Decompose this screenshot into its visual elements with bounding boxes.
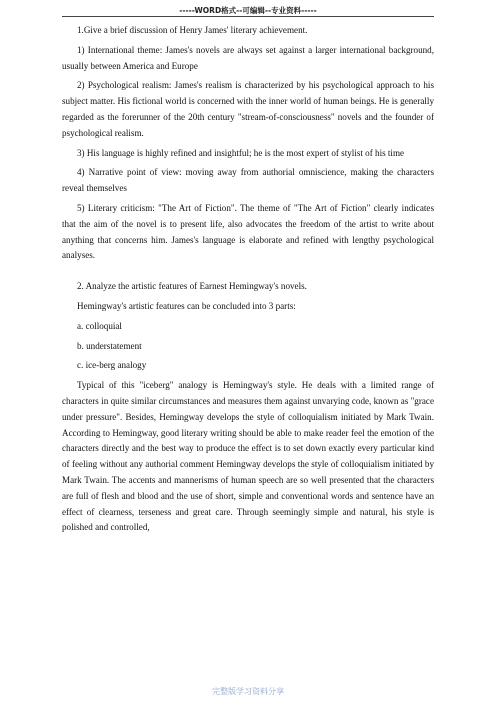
document-body xyxy=(62,23,434,540)
point-language: 3) His language is highly refined and insightful; he is the most expert of stylist of his time xyxy=(77,147,405,158)
point-narrative-view: 4) Narrative point of view: moving away from authorial omniscience, making the characters reveal themselves xyxy=(62,167,434,194)
point-literary-criticism: 5) Literary criticism: "The Art of Fiction". The theme of "The Art of Fiction" clearly indicates that the aim of the novel is to present life, also advocates the freedom of the artist to write about anything that concerns him. James's language is elaborate and refined with lengthy psychological analyses. xyxy=(62,202,434,261)
feature-colloquial: a. colloquial xyxy=(77,320,122,331)
iceberg-discussion: Typical of this "iceberg" analogy is Hemingway's style. He deals with a limited range of characters in quite similar circumstances and measures them against unvarying code, known as "grace under pressure". Besides, Hemingway develops the style of colloquialism initiated by Mark Twain. According to Hemingway, good literary writing should be able to make reader feel the emotion of the characters directly and the best way to produce the effect is to set down exactly every particular kind of feeling without any authorial comment Hemingway develops the style of colloquialism initiated by Mark Twain. The accents and mannerisms of human speech are so well presented that the characters are full of flesh and blood and the use of short, simple and conventional words and sentence have an effect of clearness, terseness and great care. Through seemingly simple and natural, his style is polished and controlled, xyxy=(62,380,434,533)
question-2-heading: 2. Analyze the artistic features of Earnest Hemingway's novels. xyxy=(77,281,307,292)
point-psychological-realism: 2) Psychological realism: James's realism is characterized by his psychological approach to his subject matter. His fictional world is concerned with the inner world of human beings. He is generally regarded as the forerunner of the 20th century "stream-of-consciousness" novels and the founder of psychological realism. xyxy=(62,80,434,138)
header-divider xyxy=(62,16,434,17)
feature-iceberg: c. ice-berg analogy xyxy=(77,360,147,371)
page-header: -----WORD格式--可编辑--专业资料----- xyxy=(179,6,317,15)
point-international-theme: 1) International theme: James's novels are always set against a larger international background, usually between America and Europe xyxy=(62,44,434,71)
features-intro: Hemingway's artistic features can be concluded into 3 parts: xyxy=(77,300,296,311)
page-footer: 完整版学习资料分享 xyxy=(212,687,284,696)
feature-understatement: b. understatement xyxy=(77,340,142,351)
question-1-heading: 1.Give a brief discussion of Henry James' literary achievement. xyxy=(77,25,308,35)
